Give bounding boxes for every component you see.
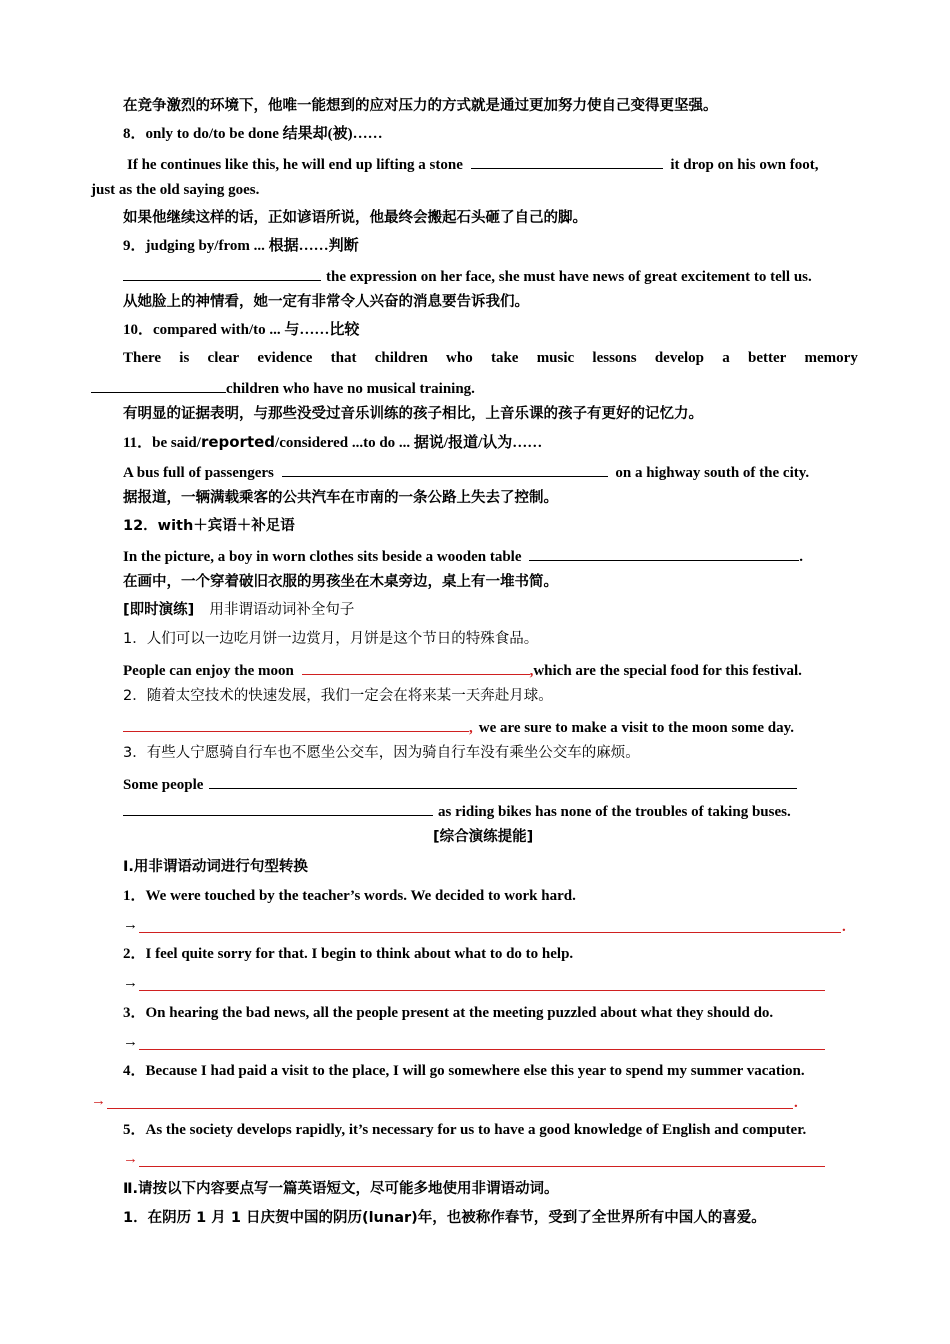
conversion-item-2: 2．I feel quite sorry for that. I begin to think about what to do to help.: [123, 946, 574, 962]
word: clear: [207, 350, 240, 366]
exercise-sentence: [123, 544, 803, 567]
answer-line: [123, 1149, 138, 1169]
word: that: [330, 350, 357, 366]
practice-item-3: 3．有些人宁愿骑自行车也不愿坐公交车，因为骑自行车没有乘坐公交车的麻烦。: [123, 745, 640, 761]
sentence-text: Some people: [123, 777, 204, 793]
arrow-icon: →: [91, 1093, 106, 1109]
word: children: [374, 350, 428, 366]
answer-blank[interactable]: [209, 772, 797, 789]
exercise-sentence: [123, 264, 812, 287]
sentence-text: it drop on his own foot,: [670, 157, 819, 173]
word: memory: [804, 350, 858, 366]
section-heading-12: 12．with＋宾语＋补足语: [123, 518, 295, 534]
answer-blank[interactable]: [91, 376, 226, 393]
arrow-icon: →: [123, 917, 138, 933]
section-title: [综合演练提能]: [433, 829, 534, 845]
practice-heading: [123, 600, 354, 620]
translation-line: 据报道，一辆满载乘客的公共汽车在市南的一条公路上失去了控制。: [123, 490, 558, 506]
red-period: .: [842, 919, 846, 935]
word: evidence: [257, 350, 313, 366]
conversion-item-1: 1．We were touched by the teacher’s words. We decided to work hard.: [123, 888, 576, 904]
exercise-sentence: [127, 152, 818, 175]
word: is: [179, 350, 190, 366]
section-heading-11: [123, 432, 542, 453]
practice-item-1: 1．人们可以一边吃月饼一边赏月，月饼是这个节日的特殊食品。: [123, 631, 539, 647]
word: take: [490, 350, 519, 366]
arrow-icon: →: [123, 1151, 138, 1167]
practice-label: [即时演练]: [123, 602, 195, 618]
exercise-sentence: [123, 658, 802, 681]
practice-item-2: 2．随着太空技术的快速发展，我们一定会在将来某一天奔赴月球。: [123, 688, 553, 704]
sentence-text: as riding bikes has none of the troubles of taking buses.: [438, 804, 791, 820]
sentence-text: children who have no musical training.: [226, 381, 475, 397]
exercise-sentence: [123, 715, 794, 738]
period: .: [799, 549, 803, 565]
red-period: .: [794, 1095, 798, 1111]
practice-instruction: 用非谓语动词补全句子: [209, 602, 355, 618]
conversion-item-4: 4．Because I had paid a visit to the place, I will go somewhere else this year to spend my summer vacation.: [123, 1063, 805, 1079]
sentence-text: If he continues like this, he will end up lifting a stone: [127, 157, 463, 173]
translation-line: 在画中，一个穿着破旧衣服的男孩坐在木桌旁边，桌上有一堆书简。: [123, 574, 558, 590]
word: There: [123, 350, 162, 366]
word: better: [747, 350, 787, 366]
answer-blank[interactable]: [302, 658, 530, 675]
part-heading-2: Ⅱ.请按以下内容要点写一篇英语短文，尽可能多地使用非谓语动词。: [123, 1181, 559, 1197]
sentence-text: we are sure to make a visit to the moon some day.: [478, 720, 794, 736]
red-comma: ,: [469, 720, 473, 736]
section-heading-9: 9．judging by/from ... 根据……判断: [123, 238, 359, 254]
sentence-continuation: just as the old saying goes.: [91, 182, 260, 198]
answer-underline[interactable]: [107, 1108, 793, 1109]
word: lessons: [592, 350, 637, 366]
answer-underline[interactable]: [139, 1049, 825, 1050]
heading-part-reported: reported: [200, 433, 276, 451]
part-heading-1: Ⅰ.用非谓语动词进行句型转换: [123, 859, 308, 875]
exercise-sentence: [91, 376, 475, 399]
exercise-sentence: [123, 772, 797, 795]
answer-blank[interactable]: [282, 460, 608, 477]
sentence-text: on a highway south of the city.: [615, 465, 810, 481]
exercise-sentence-justified: [123, 348, 858, 368]
conversion-item-5: 5．As the society develops rapidly, it’s necessary for us to have a good knowledge of English and computer.: [123, 1122, 807, 1138]
section-heading-10: 10．compared with/to ... 与……比较: [123, 322, 360, 338]
heading-part: /considered ...to do ... 据说/报道/认为……: [275, 435, 543, 451]
sentence-text: the expression on her face, she must have news of great excitement to tell us.: [326, 269, 812, 285]
answer-line: [123, 1032, 138, 1052]
translation-line: 在竞争激烈的环境下，他唯一能想到的应对压力的方式就是通过更加努力使自己变得更坚强。: [123, 98, 718, 114]
translation-line: 有明显的证据表明，与那些没受过音乐训练的孩子相比，上音乐课的孩子有更好的记忆力。: [123, 406, 703, 422]
writing-point-1: 1．在阴历 1 月 1 日庆贺中国的阴历(lunar)年，也被称作春节，受到了全世界所有中国人的喜爱。: [123, 1210, 766, 1226]
arrow-icon: →: [123, 975, 138, 991]
sentence-text: A bus full of passengers: [123, 465, 274, 481]
heading-part: 11．be said/: [123, 435, 201, 451]
word: who: [446, 350, 473, 366]
translation-line: 从她脸上的神情看，她一定有非常令人兴奋的消息要告诉我们。: [123, 294, 529, 310]
answer-underline[interactable]: [139, 1166, 825, 1167]
answer-blank[interactable]: [123, 264, 321, 281]
answer-blank[interactable]: [123, 799, 433, 816]
word: a: [722, 350, 730, 366]
sentence-text: In the picture, a boy in worn clothes sits beside a wooden table: [123, 549, 522, 565]
answer-blank[interactable]: [529, 544, 799, 561]
answer-blank[interactable]: [471, 152, 663, 169]
exercise-sentence: [123, 799, 791, 822]
conversion-item-3: 3．On hearing the bad news, all the people present at the meeting puzzled about what they should do.: [123, 1005, 774, 1021]
sentence-text: People can enjoy the moon: [123, 663, 294, 679]
answer-line: [123, 915, 138, 935]
red-comma: ,: [529, 663, 534, 679]
answer-underline[interactable]: [139, 932, 841, 933]
sentence-text: which are the special food for this festival.: [533, 663, 802, 679]
arrow-icon: →: [123, 1034, 138, 1050]
section-heading-8: 8．only to do/to be done 结果却(被)……: [123, 126, 383, 142]
answer-underline[interactable]: [139, 990, 825, 991]
exercise-sentence: [123, 460, 809, 483]
word: develop: [654, 350, 705, 366]
answer-blank[interactable]: [123, 715, 469, 732]
answer-line: [91, 1091, 106, 1111]
translation-line: 如果他继续这样的话，正如谚语所说，他最终会搬起石头砸了自己的脚。: [123, 210, 587, 226]
answer-line: [123, 973, 138, 993]
word: music: [536, 350, 575, 366]
